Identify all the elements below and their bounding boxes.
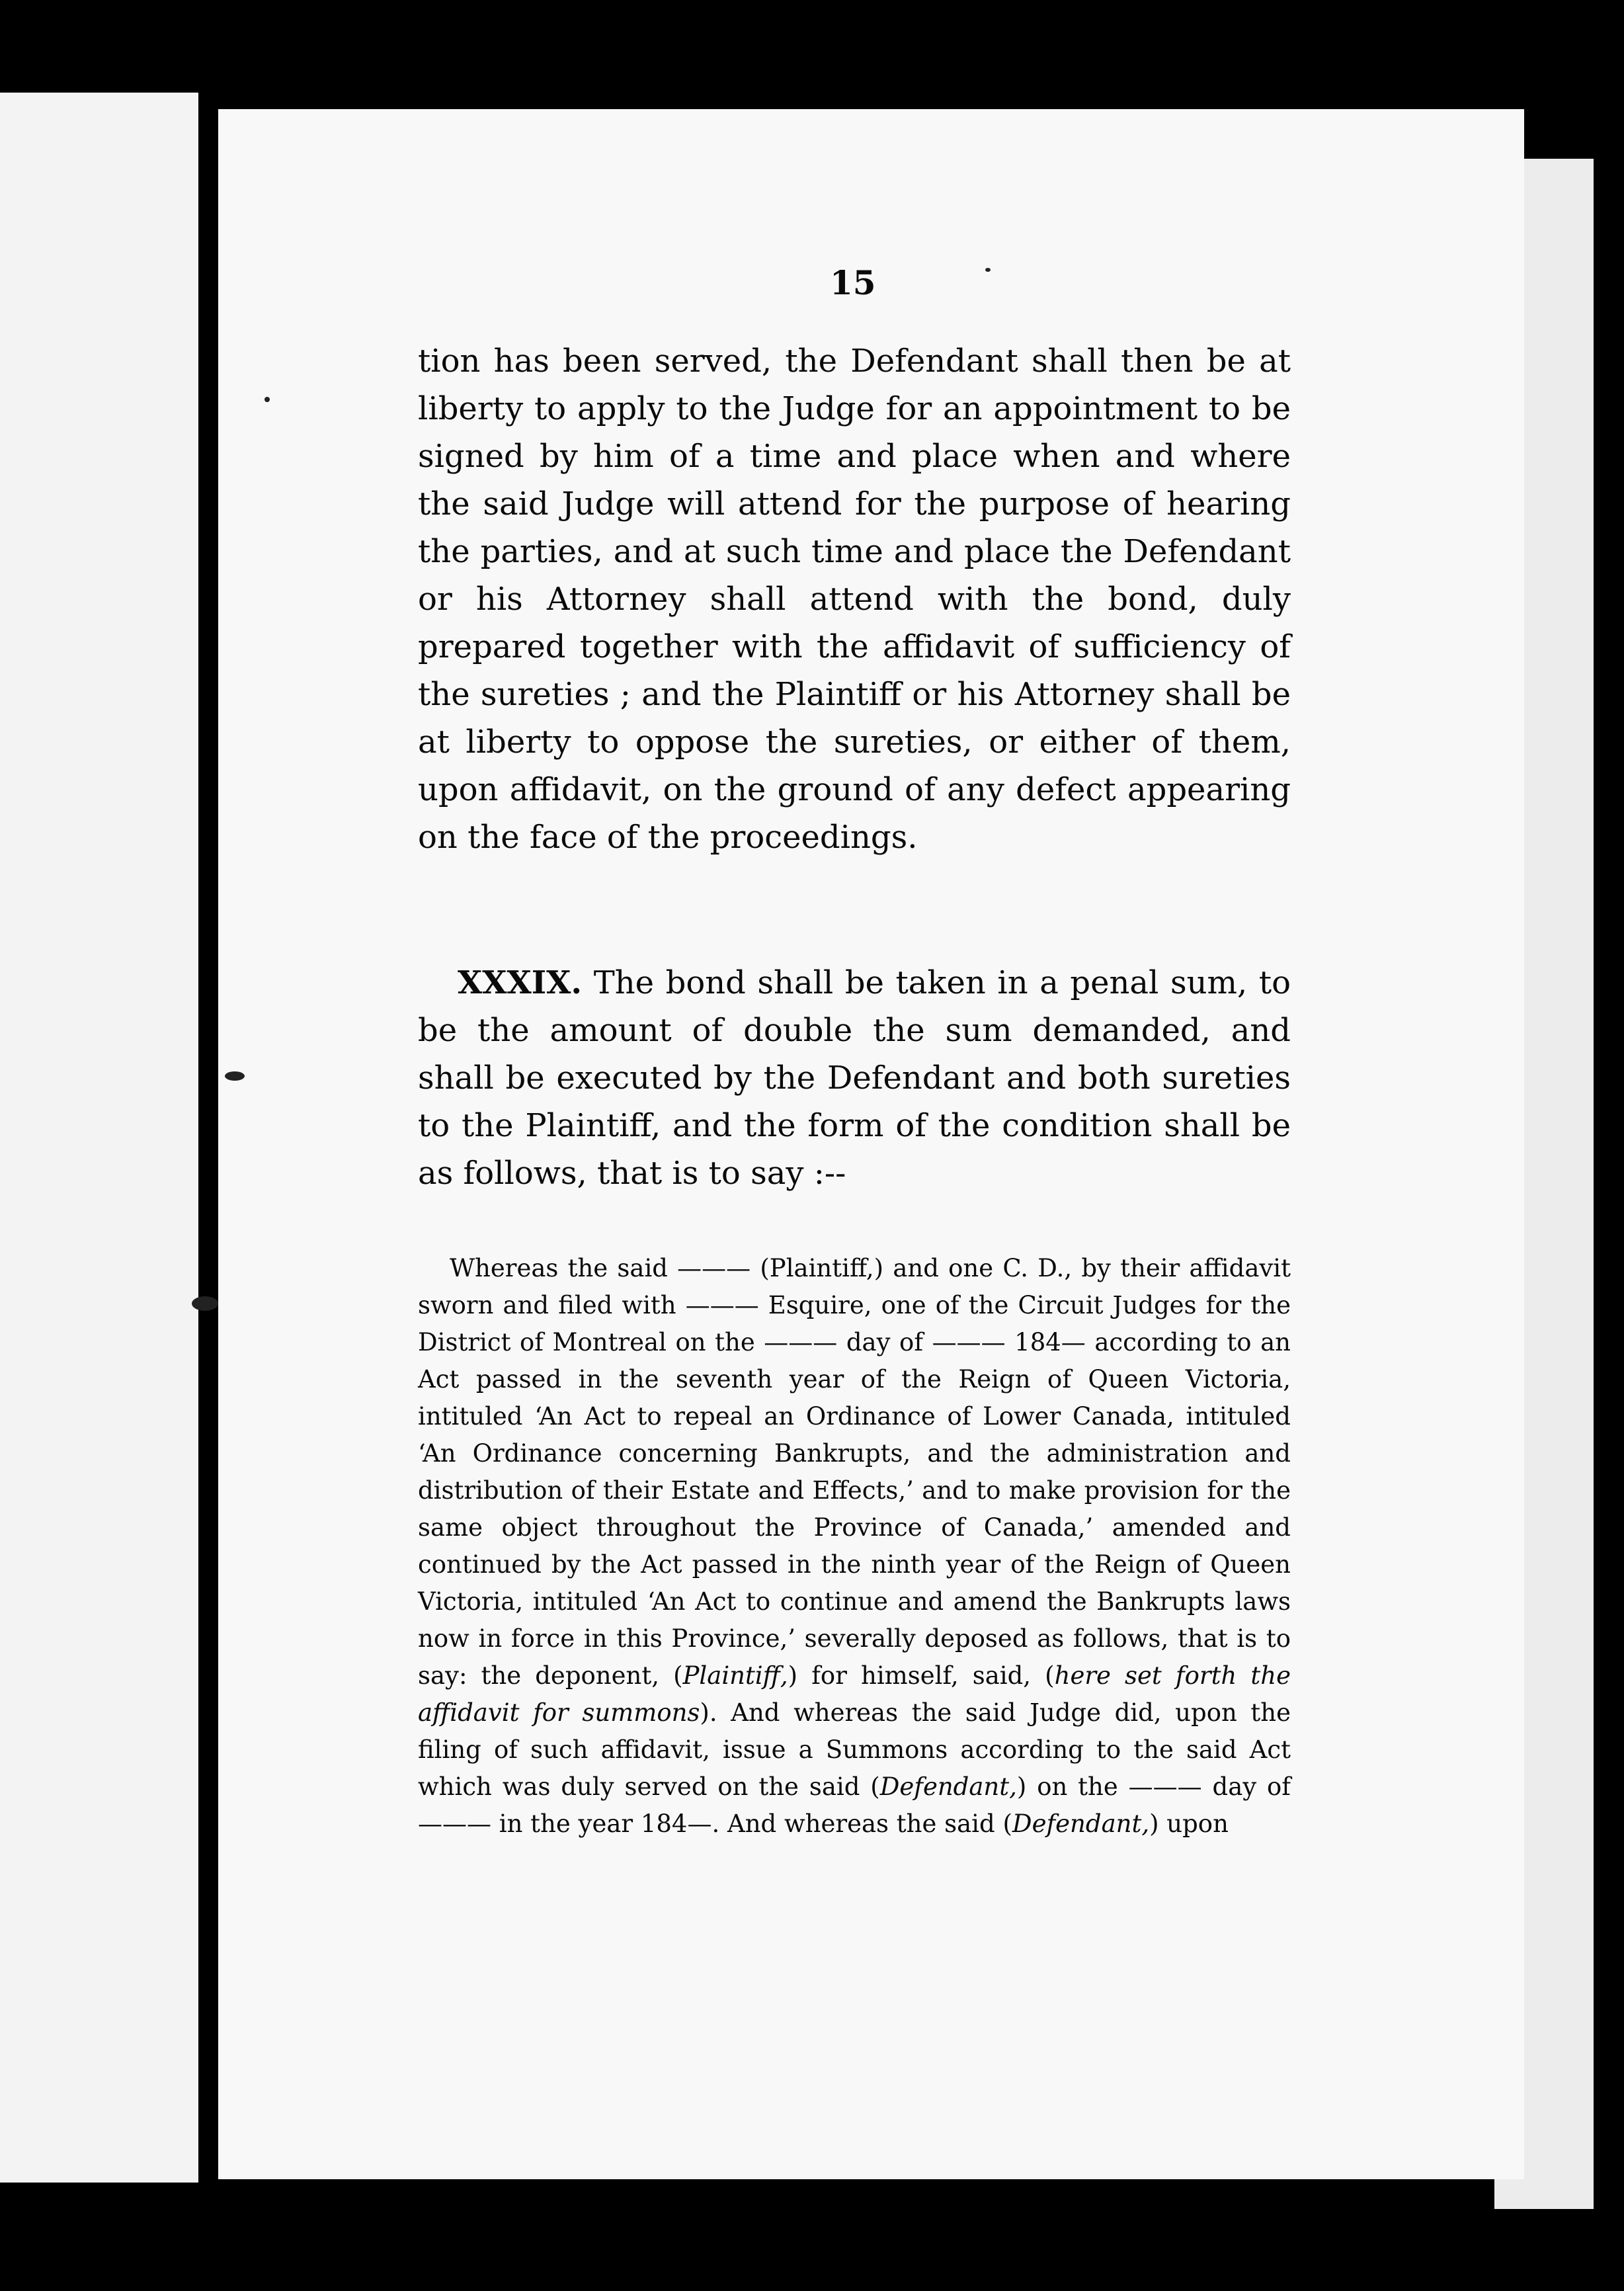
- ink-speck: [192, 1296, 218, 1311]
- section-xxxix: [418, 959, 1291, 1197]
- page-number: 15: [830, 263, 876, 302]
- left-page: [0, 93, 198, 2183]
- ink-speck: [225, 1071, 245, 1081]
- binding-spine: [204, 99, 218, 2183]
- form-text-segment: ) for himself, said, (: [788, 1661, 1055, 1690]
- paragraph-continued: tion has been served, the Defendant shall then be at liberty to apply to the Judge for an appointment to be signed by him of a time and place when and where the said Judge will attend for the purpose of hearing the parties, and at such time and place the Defendant or his Attorney shall attend with the bond, duly prepared together with the affidavit of sufficiency of the sureties ; and the Plaintiff or his Attorney shall be at liberty to oppose the sureties, or either of them, upon affidavit, on the ground of any defect appearing on the face of the proceedings.: [418, 343, 1291, 856]
- ink-speck: [264, 397, 270, 402]
- form-text-italic: Plaintiff,: [682, 1661, 788, 1690]
- form-text-segment: ) on the ——— day of ——— in the year 184—. And whereas the said (: [418, 1772, 1291, 1838]
- section-number: XXXIX.: [458, 964, 583, 1001]
- form-text-segment: ). And whereas the said Judge did, upon the filing of such affidavit, issue a Summons according to the said Act which was duly served on the said (: [418, 1698, 1291, 1801]
- form-text-italic: here set forth the affidavit for summons: [418, 1661, 1291, 1727]
- form-text-segment: Whereas the said ——— (Plaintiff,) and one C. D., by their affidavit sworn and filed with ——— Esquire, one of the Circuit Judges for the District of Montreal on the ——— day of ——— 184— according to an Act passed in the seventh year of the Reign of Queen Victoria, intituled ‘An Act to repeal an Ordinance of Lower Canada, intituled ‘An Ordinance concerning Bankrupts, and the administration and distribution of their Estate and Effects,’ and to make provision for the same object throughout the Province of Canada,’ amended and continued by the Act passed in the ninth year of the Reign of Queen Victoria, intituled ‘An Act to continue and amend the Bankrupts laws now in force in this Province,’ severally deposed as follows, that is to say: the deponent, (: [418, 1254, 1291, 1690]
- section-text: The bond shall be taken in a penal sum, to be the amount of double the sum demanded, and shall be executed by the Defendant and both sureties to the Plaintiff, and the form of the condition shall be as follows, that is to say :--: [418, 964, 1291, 1192]
- form-text-italic: Defendant,: [879, 1772, 1017, 1801]
- form-text-segment: ) upon: [1149, 1810, 1229, 1838]
- form-text-italic: Defendant,: [1012, 1810, 1150, 1838]
- ink-speck: [985, 268, 991, 272]
- bond-form-text: [418, 1250, 1291, 1843]
